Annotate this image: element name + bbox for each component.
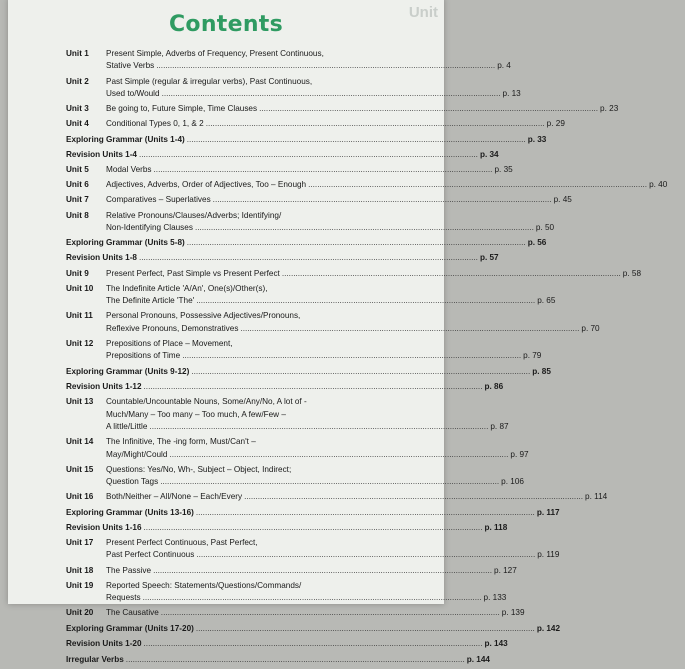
toc-entry-title: Exploring Grammar (Units 5-8) (66, 238, 185, 248)
dot-leader (162, 88, 501, 100)
toc-entry-title: The Definite Article 'The' (106, 296, 195, 306)
dot-leader (160, 476, 499, 488)
dot-leader (282, 268, 621, 280)
toc-entry (66, 164, 513, 176)
toc-page-number: p. 133 (483, 593, 507, 603)
toc-entry-title: The Infinitive, The -ing form, Must/Can't – (106, 437, 256, 447)
toc-page-number: p. 119 (537, 550, 560, 560)
toc-unit-label: Unit 7 (66, 195, 89, 205)
toc-entry-title: A little/Little (106, 421, 148, 431)
dot-leader (139, 149, 478, 161)
toc-unit-label: Unit 18 (66, 565, 94, 575)
toc-entry (66, 268, 642, 280)
table-of-contents (66, 48, 668, 669)
dot-leader (156, 60, 495, 72)
toc-entry-title: Irregular Verbs (66, 655, 124, 665)
toc-entry-title: Revision Units 1-8 (66, 253, 137, 263)
toc-entry-title: Countable/Uncountable Nouns, Some/Any/No, A lot of - (106, 397, 307, 407)
toc-unit-label: Unit 6 (66, 180, 89, 190)
toc-unit-label: Unit 4 (66, 119, 89, 129)
toc-entry-title: Exploring Grammar (Units 17-20) (66, 623, 194, 633)
toc-page-number: p. 57 (479, 253, 499, 263)
toc-entry (66, 149, 499, 161)
toc-entry-title: Adjectives, Adverbs, Order of Adjectives, Too – Enough (106, 180, 307, 190)
dot-leader (196, 549, 535, 561)
dot-leader (144, 638, 483, 650)
toc-entry (66, 118, 565, 130)
toc-entry-title: Present Perfect, Past Simple vs Present Perfect (106, 268, 280, 278)
toc-page-number: p. 144 (466, 655, 490, 665)
toc-entry-title: Question Tags (106, 477, 159, 487)
toc-entry-title: The Indefinite Article 'A/An', One(s)/Other(s), (106, 283, 268, 293)
dot-leader (240, 323, 579, 335)
toc-entry (66, 565, 517, 577)
toc-entry-title: Revision Units 1-20 (66, 638, 142, 648)
toc-entry-title: Present Simple, Adverbs of Frequency, Present Continuous, (106, 49, 324, 58)
toc-entry (66, 310, 600, 335)
toc-entry (66, 134, 547, 146)
dot-leader (149, 421, 488, 433)
toc-page-number: p. 56 (527, 238, 547, 248)
dot-leader (187, 237, 526, 249)
toc-entry (66, 396, 509, 433)
dot-leader (169, 449, 508, 461)
toc-entry-title: Exploring Grammar (Units 1-4) (66, 134, 185, 144)
toc-unit-label: Unit 19 (66, 580, 94, 590)
toc-entry-title: Used to/Would (106, 89, 160, 99)
toc-entry (66, 607, 525, 619)
toc-page-number: p. 86 (484, 381, 504, 391)
toc-entry-title: May/Might/Could (106, 449, 168, 459)
toc-page-number: p. 106 (501, 477, 524, 487)
dot-leader (259, 103, 598, 115)
dot-leader (182, 350, 521, 362)
toc-entry-title: Requests (106, 593, 141, 603)
toc-entry (66, 103, 619, 115)
toc-page-number: p. 97 (510, 449, 529, 459)
toc-entry (66, 179, 668, 191)
dot-leader (213, 194, 552, 206)
toc-entry-title: Prepositions of Time (106, 351, 181, 361)
dot-leader (144, 522, 483, 534)
toc-entry (66, 48, 511, 73)
dot-leader (153, 565, 492, 577)
toc-entry (66, 283, 556, 308)
toc-entry (66, 338, 542, 363)
dot-leader (206, 118, 545, 130)
toc-page-number: p. 139 (501, 608, 525, 618)
toc-page-number: p. 70 (581, 323, 600, 333)
toc-entry-title: Personal Pronouns, Possessive Adjectives/Pronouns, (106, 311, 301, 321)
toc-entry (66, 491, 608, 503)
dot-leader (196, 507, 535, 519)
toc-unit-label: Unit 5 (66, 165, 89, 175)
toc-page-number: p. 118 (484, 522, 508, 532)
toc-page-number: p. 114 (585, 492, 608, 502)
toc-entry (66, 210, 555, 235)
toc-entry-title: Present Perfect Continuous, Past Perfect, (106, 537, 258, 547)
dot-leader (187, 134, 526, 146)
toc-unit-label: Unit 12 (66, 339, 94, 349)
toc-page-number: p. 50 (535, 223, 555, 233)
book-page (8, 0, 668, 665)
toc-entry-title: Revision Units 1-12 (66, 381, 142, 391)
toc-unit-label: Unit 9 (66, 268, 89, 278)
toc-entry (66, 638, 508, 650)
toc-unit-label: Unit 20 (66, 608, 94, 618)
toc-entry-title: The Passive (106, 565, 152, 575)
toc-entry (66, 76, 521, 101)
toc-entry-title: Past Simple (regular & irregular verbs), Past Continuous, (106, 76, 313, 86)
toc-entry (66, 237, 547, 249)
toc-entry (66, 507, 560, 519)
toc-unit-label: Unit 17 (66, 537, 94, 547)
toc-entry-title: Reported Speech: Statements/Questions/Commands/ (106, 580, 302, 590)
toc-page-number: p. 33 (527, 134, 547, 144)
toc-entry-title: Reflexive Pronouns, Demonstratives (106, 323, 239, 333)
toc-page-number: p. 79 (523, 351, 542, 361)
page-title: Contents (168, 12, 284, 37)
toc-entry-title: Stative Verbs (106, 61, 155, 71)
toc-page-number: p. 29 (546, 119, 565, 129)
toc-unit-label: Unit 13 (66, 397, 94, 407)
toc-entry (66, 252, 499, 264)
toc-entry-title: Relative Pronouns/Clauses/Adverbs; Identifying/ (106, 210, 282, 220)
toc-page-number: p. 87 (490, 421, 509, 431)
dot-leader (154, 164, 493, 176)
toc-entry (66, 194, 572, 206)
toc-entry (66, 623, 561, 635)
toc-unit-label: Unit 15 (66, 464, 94, 474)
dot-leader (308, 179, 647, 191)
dot-leader (161, 607, 500, 619)
toc-unit-label: Unit 1 (66, 49, 89, 58)
dot-leader (196, 295, 535, 307)
toc-entry-title: The Causative (106, 608, 159, 618)
toc-entry (66, 580, 507, 605)
toc-page-number: p. 4 (497, 61, 511, 71)
toc-entry-title: Much/Many – Too many – Too much, A few/Few – (106, 409, 286, 419)
toc-unit-label: Unit 14 (66, 437, 94, 447)
toc-entry-title: Revision Units 1-16 (66, 522, 142, 532)
toc-page-number: p. 34 (479, 149, 499, 159)
toc-entry (66, 381, 504, 393)
dot-leader (244, 491, 583, 503)
toc-entry-title: Be going to, Future Simple, Time Clauses (106, 104, 258, 114)
dot-leader (126, 654, 465, 666)
toc-entry-title: Revision Units 1-4 (66, 149, 137, 159)
toc-page-number: p. 142 (536, 623, 561, 633)
toc-unit-label: Unit 16 (66, 492, 94, 502)
toc-page-number: p. 23 (600, 104, 619, 114)
toc-entry-title: Both/Neither – All/None – Each/Every (106, 492, 243, 502)
toc-entry (66, 464, 524, 489)
toc-page-number: p. 40 (649, 180, 668, 190)
toc-page-number: p. 85 (532, 366, 551, 376)
toc-page-number: p. 65 (537, 296, 556, 306)
toc-page-number: p. 35 (494, 165, 513, 175)
toc-entry-title: Past Perfect Continuous (106, 550, 195, 560)
toc-entry-title: Comparatives – Superlatives (106, 195, 211, 205)
toc-entry-title: Exploring Grammar (Units 13-16) (66, 507, 194, 517)
toc-entry-title: Prepositions of Place – Movement, (106, 339, 233, 349)
toc-entry-title: Non-Identifying Clauses (106, 223, 193, 233)
toc-entry (66, 522, 508, 534)
toc-entry (66, 654, 490, 666)
dot-leader (195, 222, 534, 234)
toc-page-number: p. 58 (622, 268, 642, 278)
dot-leader (191, 366, 530, 378)
toc-unit-label: Unit 10 (66, 283, 94, 293)
toc-entry-title: Modal Verbs (106, 165, 152, 175)
toc-entry (66, 537, 560, 562)
toc-unit-label: Unit 8 (66, 210, 89, 220)
toc-entry (66, 436, 529, 461)
facing-page-bleed-text: Unit (408, 4, 438, 21)
dot-leader (143, 592, 482, 604)
toc-unit-label: Unit 3 (66, 104, 89, 114)
dot-leader (144, 381, 483, 393)
toc-page-number: p. 13 (502, 89, 521, 99)
toc-page-number: p. 127 (494, 565, 517, 575)
toc-entry-title: Questions: Yes/No, Wh-, Subject – Object, Indirect; (106, 464, 292, 474)
toc-unit-label: Unit 2 (66, 76, 89, 86)
toc-entry-title: Exploring Grammar (Units 9-12) (66, 366, 190, 376)
toc-page-number: p. 117 (536, 507, 560, 517)
toc-page-number: p. 143 (484, 638, 508, 648)
toc-unit-label: Unit 11 (66, 311, 93, 321)
dot-leader (196, 623, 535, 635)
toc-entry (66, 366, 551, 378)
dot-leader (139, 252, 478, 264)
toc-entry-title: Conditional Types 0, 1, & 2 (106, 119, 204, 129)
toc-page-number: p. 45 (553, 195, 572, 205)
